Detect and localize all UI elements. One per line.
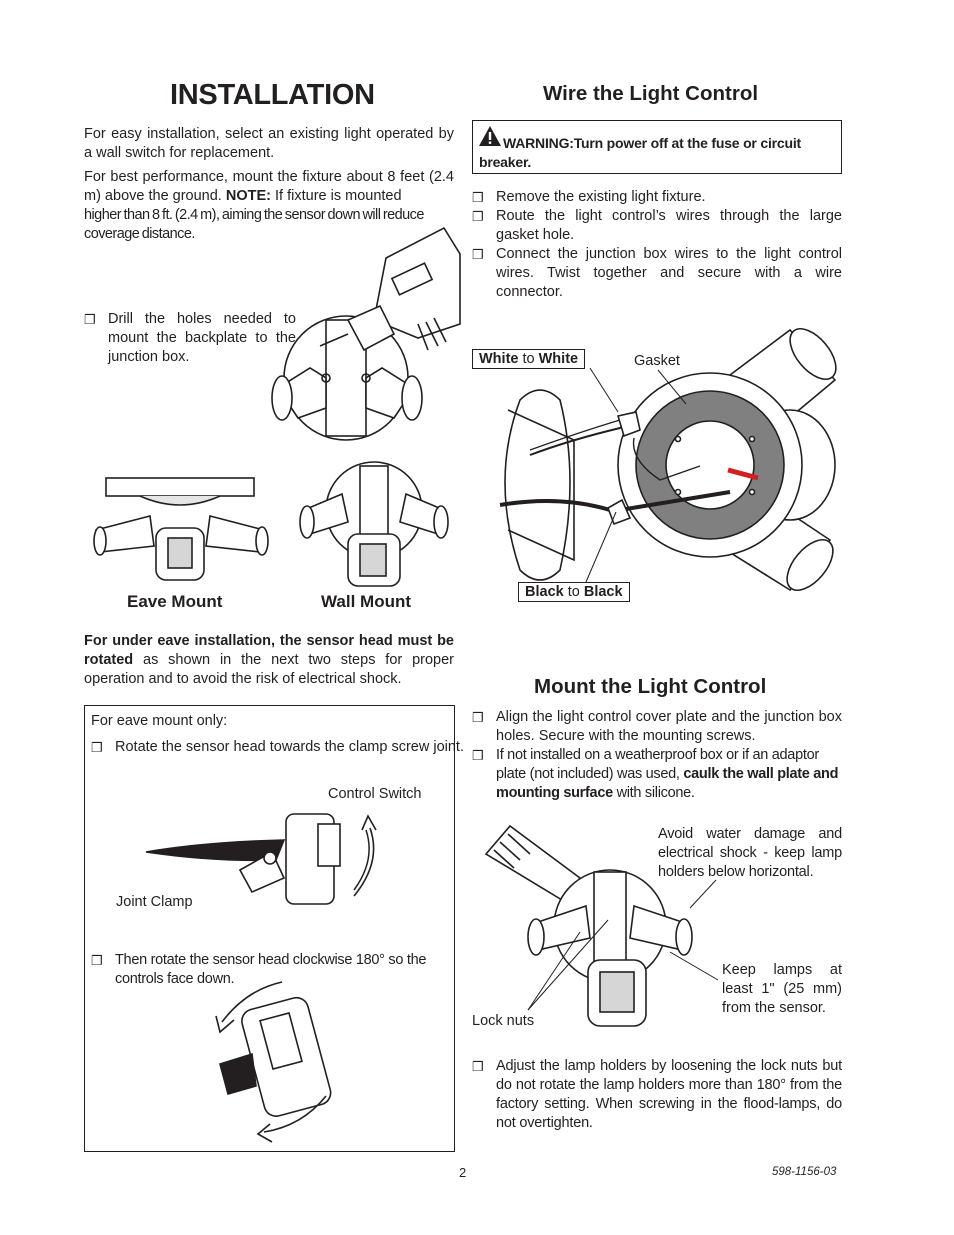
eave-mount-label: Eave Mount [127,592,223,611]
checkbox-bullet-icon: ❒ [472,710,484,725]
wire-section-title: Wire the Light Control [543,82,759,105]
wiring-leader-lines [580,360,700,585]
intro-paragraph-2: For best performance, mount the fixture about 8 feet (2.4 m) above the ground. NOTE: If fixture is mounted higher than 8 ft. (2.4 m), aiming the sensor down will reduce coverage distance. [84,169,454,242]
gasket-label: Gasket [634,353,680,369]
page-title: INSTALLATION [170,79,375,111]
adjust-step: ❒ Adjust the lamp holders by loosening the lock nuts but do not rotate the lamp holders more than 180° from the factory setting. When screwing in the flood-lamps, do not overtighten. [472,1058,842,1131]
checkbox-bullet-icon: ❒ [84,312,96,327]
sensor-rotate-illustration [144,800,384,910]
eave-step-rotate: ❒ Rotate the sensor head towards the clamp screw joint. [91,739,464,755]
document-code: 598-1156-03 [772,1166,837,1178]
checkbox-bullet-icon: ❒ [472,209,484,224]
warning-text: WARNING:Turn power off at the fuse or circuit breaker. [479,135,801,170]
white-to-white-label: White to White [472,349,585,369]
page-number: 2 [459,1165,467,1180]
checkbox-bullet-icon: ❒ [472,190,484,205]
sensor-flip-illustration [206,976,346,1146]
avoid-water-note: Avoid water damage and electrical shock - keep lamp holders below horizontal. [658,826,842,880]
wall-mount-illustration [298,460,458,590]
drill-illustration [268,228,460,446]
mount-section-title: Mount the Light Control [534,675,767,698]
mount-step-1: ❒ Align the light control cover plate and the junction box holes. Secure with the mounting screws. [472,709,842,744]
black-to-black-label: Black to Black [518,582,630,602]
wall-mount-label: Wall Mount [321,592,412,611]
eave-mount-illustration [90,476,265,586]
lock-nuts-label: Lock nuts [472,1013,535,1029]
checkbox-bullet-icon: ❒ [472,247,484,262]
keep-lamps-note: Keep lamps at least 1" (25 mm) from the sensor. [722,962,842,1016]
wire-step-1: ❒ Remove the existing light fixture. [472,189,706,205]
mount-steps-list [472,708,842,803]
mount-step-2: ❒ If not installed on a weatherproof box or if an adaptor plate (not included) was used, caulk the wall plate and mounting surface with silicone. [472,747,839,801]
wire-steps-list [472,188,842,302]
mount-leader-lines [520,880,720,1020]
joint-clamp-label: Joint Clamp [116,894,193,910]
checkbox-bullet-icon: ❒ [472,1059,484,1074]
eave-step-rotate-180: ❒ Then rotate the sensor head clockwise 180° so the controls face down. [91,952,427,987]
checkbox-bullet-icon: ❒ [472,748,484,763]
drill-step: ❒ Drill the holes needed to mount the backplate to the junction box. [84,311,296,365]
control-switch-label: Control Switch [328,786,422,802]
warning-box [472,120,842,174]
wire-step-2: ❒ Route the light control’s wires through the large gasket hole. [472,208,842,243]
eave-box-heading: For eave mount only: [91,713,228,729]
checkbox-bullet-icon: ❒ [91,740,103,755]
eave-note: For under eave installation, the sensor head must be rotated as shown in the next two steps for proper operation and to avoid the risk of electrical shock. [84,633,454,687]
checkbox-bullet-icon: ❒ [91,953,103,968]
intro-paragraph-1: For easy installation, select an existing light operated by a wall switch for replacement. [84,126,454,161]
wire-step-3: ❒ Connect the junction box wires to the light control wires. Twist together and secure with a wire connector. [472,246,842,300]
